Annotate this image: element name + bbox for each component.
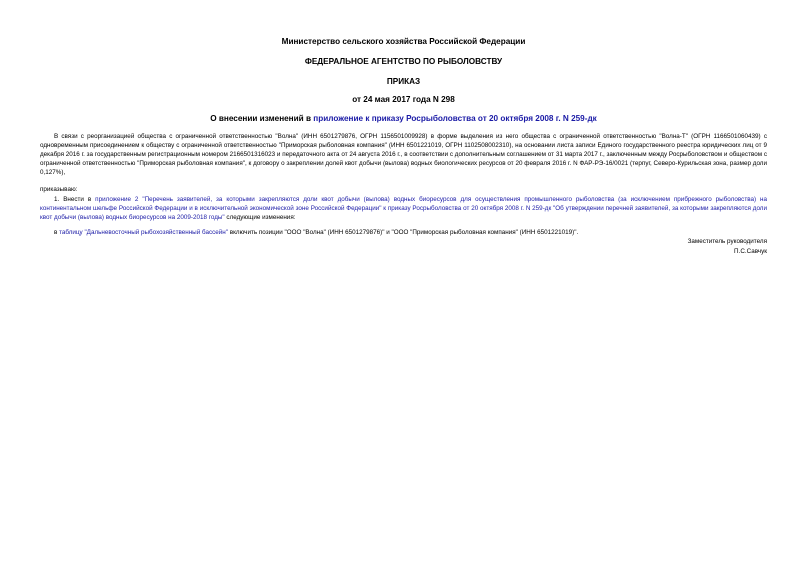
subject-link[interactable]: приложение к приказу Росрыболовства от 20 октября 2008 г. N 259-дк <box>313 114 597 123</box>
item1-appendix-link[interactable]: приложение 2 "Перечень заявителей, за которыми закрепляются доли квот добычи (вылова) водных биоресурсов для осуществления промышленного рыболовства (за исключением прибрежного рыболовства) на континентальном шельфе Российской Федерации и в исключительной экономической зоне Российской Федерации" <box>40 196 767 212</box>
item1-order-link[interactable]: к приказу Росрыболовства от 20 октября 2008 г. N 259-дк "Об утверждении перечней заявителей, за которыми закрепляются доли квот добычи (вылова) водных биоресурсов на 2009-2018 годы" <box>40 205 767 221</box>
item1-suffix: следующие изменения: <box>224 214 296 221</box>
document-page <box>40 0 767 571</box>
intro-paragraph: В связи с реорганизацией общества с ограниченной ответственностью "Волна" (ИНН 6501279876, ОГРН 1156501009928) в форме выделения из него общества с ограниченной ответственностью "Волна-Т" (ОГРН 1166501060439) с одновременным присоединением к обществу с ограниченной ответственностью "Приморская рыболовная компания" (ИНН 6501221019, ОГРН 1102508002310), на основании листа записи Единого государственного реестра юридических лиц от 9 декабря 2016 г. за государственным регистрационным номером 2166501316023 и передаточного акта от 24 августа 2016 г., в соответствии с дополнительным соглашением от 31 марта 2017 г., заключенным между Росрыболовством и обществом с ограниченной ответственностью "Приморская рыболовная компания", к договору о закреплении долей квот добычи (вылова) водных биологических ресурсов от 20 февраля 2016 г. N ФАР-РЭ-16/0021 (терпуг, Северо-Курильская зона, размер доли 0,127%), <box>40 133 767 176</box>
item2-prefix: в <box>54 229 60 236</box>
intro-block <box>40 132 767 177</box>
signature-position: Заместитель руководителя <box>687 238 767 245</box>
item2-paragraph <box>40 228 767 237</box>
resolve-block <box>40 185 767 194</box>
date-number-heading: от 24 мая 2017 года N 298 <box>352 95 455 104</box>
item2-suffix: включить позиции "ООО "Волна" (ИНН 6501279876)" и "ООО "Приморская рыболовная компания" (ИНН 6501221019)". <box>227 229 579 236</box>
agency-heading: ФЕДЕРАЛЬНОЕ АГЕНТСТВО ПО РЫБОЛОВСТВУ <box>304 57 503 66</box>
item1-block <box>40 195 767 222</box>
subject-prefix: О внесении изменений в <box>210 114 314 123</box>
ministry-heading: Министерство сельского хозяйства Российской Федерации <box>281 37 526 46</box>
signature-name: П.С.Савчук <box>734 248 767 255</box>
item1-prefix: 1. Внести в <box>54 196 96 203</box>
subject-heading <box>40 114 767 123</box>
item2-block <box>40 228 767 237</box>
resolve-text: приказываю: <box>40 186 78 193</box>
item1-paragraph <box>40 195 767 222</box>
item2-table-link[interactable]: таблицу "Дальневосточный рыбохозяйственный бассейн" <box>59 229 228 236</box>
doc-type-heading: ПРИКАЗ <box>386 77 421 86</box>
